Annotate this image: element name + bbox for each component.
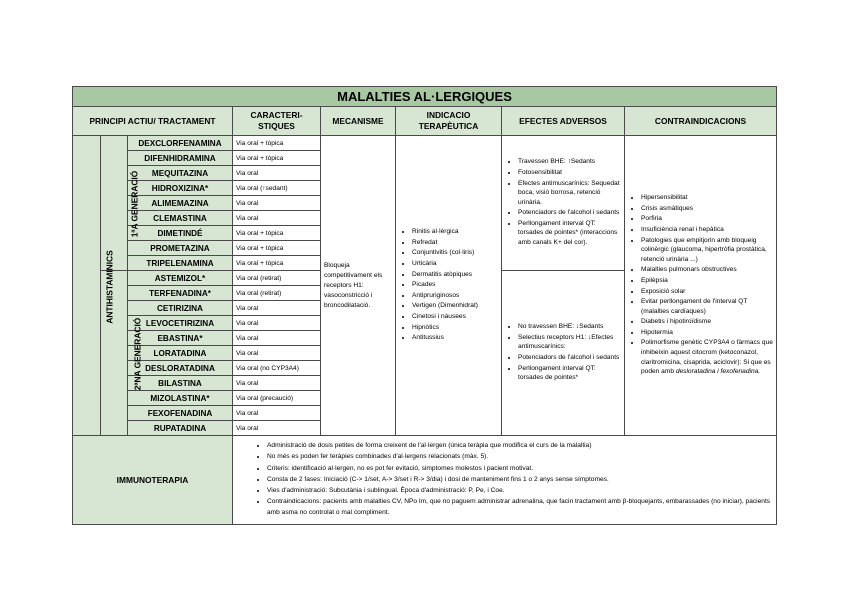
drug-name: DIFENHIDRAMINA <box>128 151 233 166</box>
contraindications-list-item: • Insuficiència renal i hepàtica <box>641 225 773 235</box>
immunotherapy-item: • Contraindicacions: pacients amb malalties CV, NPo Im, que no paguem administrar adrenalina, que facin tractament amb β-bloquejants, embarassades (no iniciar), pacients amb asma no controlat o mal compliment. <box>267 497 772 517</box>
drug-name: CETIRIZINA <box>128 301 233 316</box>
drug-characteristics: Via oral + tòpica <box>233 226 321 241</box>
immunotherapy-item: • No més es poden fer teràpies combinades d'al·lergens relacionats (màx. 5). <box>267 452 772 462</box>
drug-characteristics: Via oral (precaució) <box>233 391 321 406</box>
antihistaminics-label: ANTIHISTAMINICS <box>104 249 115 324</box>
drug-characteristics: Via oral <box>233 421 321 436</box>
indication-list-item: • Antipruriginosos <box>412 291 498 301</box>
drug-characteristics: Via oral <box>233 346 321 361</box>
contraindications-list-item: • Hipotermia <box>641 328 773 338</box>
contraindications-list-item: • Hipersensibilitat <box>641 193 773 203</box>
indication-list-item: • Refredat <box>412 238 498 248</box>
drug-name: ALIMEMAZINA <box>128 196 233 211</box>
indication-list <box>399 227 498 343</box>
adverse-effects-gen2-list-item: • No travessen BHE: ↓Sedants <box>518 322 621 332</box>
contraindications-list <box>628 193 773 377</box>
indication-list-item: • Conjuntivitis (col·liris) <box>412 248 498 258</box>
indication-list-item: • Urticària <box>412 259 498 269</box>
drug-name: DIMETINDÉ <box>128 226 233 241</box>
drug-name: TRIPELENAMINA <box>128 256 233 271</box>
adverse-effects-gen1-list-item: • Potenciadors de l'alcohol i sedants <box>518 208 621 218</box>
indication-list-item: • Hipnòtics <box>412 323 498 333</box>
immunotherapy-details <box>233 436 777 525</box>
adverse-effects-gen2-list <box>505 322 621 383</box>
drug-characteristics: Via oral + tòpica <box>233 151 321 166</box>
drug-characteristics: Via oral <box>233 406 321 421</box>
immunotherapy-item: • Criteris: identificació al·lergen, no es pot fer evitació, simptomes molestos i pacient motivat. <box>267 464 772 474</box>
drug-name: PROMETAZINA <box>128 241 233 256</box>
gen2-label: 2ªNA GENERACIÓ <box>132 317 143 391</box>
mechanism-cell: Bloqueja competitivament els receptors H1: vasoconstricció i broncodilatació. <box>321 136 396 436</box>
contraindications-list-item: • Diabetis i hipotiroïdisme <box>641 317 773 327</box>
drug-characteristics: Via oral (retirat) <box>233 271 321 286</box>
drug-characteristics: Via oral (retirat) <box>233 286 321 301</box>
drug-characteristics: Via oral + tòpica <box>233 241 321 256</box>
contraindications-list-item: • Polimorfisme genètic CYP3A4 o fàrmacs que inhibeixin aquest citocrom (ketoconazol, claritromicina, cisaprida, aciclovir): Si que es poden amb desloratadina i fexofenadina. <box>641 338 773 376</box>
header-caracteristiques: CARACTERI-STIQUES <box>233 107 321 136</box>
immunotherapy-table <box>72 435 777 525</box>
drug-characteristics: Via oral <box>233 211 321 226</box>
drug-characteristics: Via oral (↑sedant) <box>233 181 321 196</box>
contraindications-list-item: • Exposició solar <box>641 287 773 297</box>
drug-name: LORATADINA <box>128 346 233 361</box>
drug-name: LEVOCETIRIZINA <box>128 316 233 331</box>
contraindications-cell <box>625 136 777 436</box>
indication-cell <box>396 136 502 436</box>
drug-name: DEXCLORFENAMINA <box>128 136 233 151</box>
allergy-table <box>72 86 777 436</box>
contraindications-list-item: • Patologies que empitjorin amb bloqueig colinèrgic (glaucoma, hipertròfia prostàtica, retenció urinària ...) <box>641 236 773 265</box>
drug-name: HIDROXIZINA* <box>128 181 233 196</box>
drug-name: CLEMASTINA <box>128 211 233 226</box>
header-principi: PRINCIPI ACTIU/ TRACTAMENT <box>73 107 233 136</box>
drug-characteristics: Via oral <box>233 196 321 211</box>
contraindications-list-item: • Epilèpsia <box>641 276 773 286</box>
contraindications-list-item: • Malalties pulmonars obstructives <box>641 265 773 275</box>
drug-name: EBASTINA* <box>128 331 233 346</box>
allergy-table-document <box>72 86 776 525</box>
drug-characteristics: Via oral <box>233 301 321 316</box>
immunotherapy-item: • Consta de 2 fases: Iniciació (C-> 1/set, A-> 3/set i R-> 3/dia) i dosi de manteniment fins 1 o 2 anys sense símptomes. <box>267 475 772 485</box>
drug-name: RUPATADINA <box>128 421 233 436</box>
adverse-effects-gen1-cell <box>502 136 625 271</box>
drug-characteristics: Via oral <box>233 316 321 331</box>
indication-list-item: • Rinitis al·lèrgica <box>412 227 498 237</box>
drug-characteristics: Via oral + tòpica <box>233 256 321 271</box>
page-title: MALALTIES AL·LERGIQUES <box>73 87 777 107</box>
header-efectes: EFECTES ADVERSOS <box>502 107 625 136</box>
adverse-effects-gen2-list-item: • Perllongament interval QT: torsades de pointes* <box>518 364 621 383</box>
adverse-effects-gen2-cell <box>502 271 625 436</box>
drug-name: ASTEMIZOL* <box>128 271 233 286</box>
drug-name: FEXOFENADINA <box>128 406 233 421</box>
table-row <box>73 136 777 151</box>
drug-characteristics: Via oral <box>233 331 321 346</box>
adverse-effects-gen1-list-item: • Fotosensibilitat <box>518 168 621 178</box>
contraindications-list-item: • Porfiria <box>641 214 773 224</box>
adverse-effects-gen1-list <box>505 157 621 247</box>
adverse-effects-gen1-list-item: • Travessen BHE: ↑Sedants <box>518 157 621 167</box>
immunotherapy-list <box>237 441 772 517</box>
header-indicacio: INDICACIO TERAPÈUTICA <box>396 107 502 136</box>
drug-characteristics: Via oral <box>233 166 321 181</box>
indication-list-item: • Antitussius <box>412 333 498 343</box>
drug-characteristics: Via oral <box>233 376 321 391</box>
adverse-effects-gen2-list-item: • Potenciadors de l'alcohol i sedants <box>518 353 621 363</box>
adverse-effects-gen1-list-item: • Perllongament interval QT: torsades de pointes* (interaccions amb canals K+ del cor). <box>518 219 621 248</box>
gen1-label: 1ªA GENERACIÓ <box>129 170 140 238</box>
drug-name: BILASTINA <box>128 376 233 391</box>
drug-characteristics: Via oral (no CYP3A4) <box>233 361 321 376</box>
drug-name: TERFENADINA* <box>128 286 233 301</box>
drug-name: DESLORATADINA <box>128 361 233 376</box>
indication-list-item: • Cinetosi i nàusees <box>412 312 498 322</box>
indication-list-item: • Picades <box>412 280 498 290</box>
immunotherapy-item: • Vies d'administració: Subcutània i sublingual. Època d'administració: P, Pe, i Coe. <box>267 486 772 496</box>
indication-list-item: • Dermatitis atòpiques <box>412 270 498 280</box>
contraindications-list-item: • Crisis asmàtiques <box>641 204 773 214</box>
adverse-effects-gen1-list-item: • Efectes antimuscarínics: Sequedat boca, visió borrosa, retenció urinària. <box>518 179 621 208</box>
drug-name: MIZOLASTINA* <box>128 391 233 406</box>
immunotherapy-label: IMMUNOTERAPIA <box>73 436 233 525</box>
adverse-effects-gen2-list-item: • Selectius receptors H1: ↓Efectes antimuscarínics: <box>518 333 621 352</box>
immunotherapy-item: • Administració de dosis petites de forma creixent de l'al·lergen (única teràpia que modifica el curs de la malaltia) <box>267 441 772 451</box>
drug-name: MEQUITAZINA <box>128 166 233 181</box>
antihistaminics-group-cell <box>73 136 115 436</box>
indication-list-item: • Vertigen (Dimenhidrat) <box>412 301 498 311</box>
header-mecanisme: MECANISME <box>321 107 396 136</box>
drug-characteristics: Via oral + tòpica <box>233 136 321 151</box>
header-contraindicacions: CONTRAINDICACIONS <box>625 107 777 136</box>
contraindications-list-item: • Evitar perllongament de l'interval QT (malalties cardíaques) <box>641 297 773 316</box>
contraindications-tail: desloratadina i fexofenadina. <box>675 368 761 376</box>
